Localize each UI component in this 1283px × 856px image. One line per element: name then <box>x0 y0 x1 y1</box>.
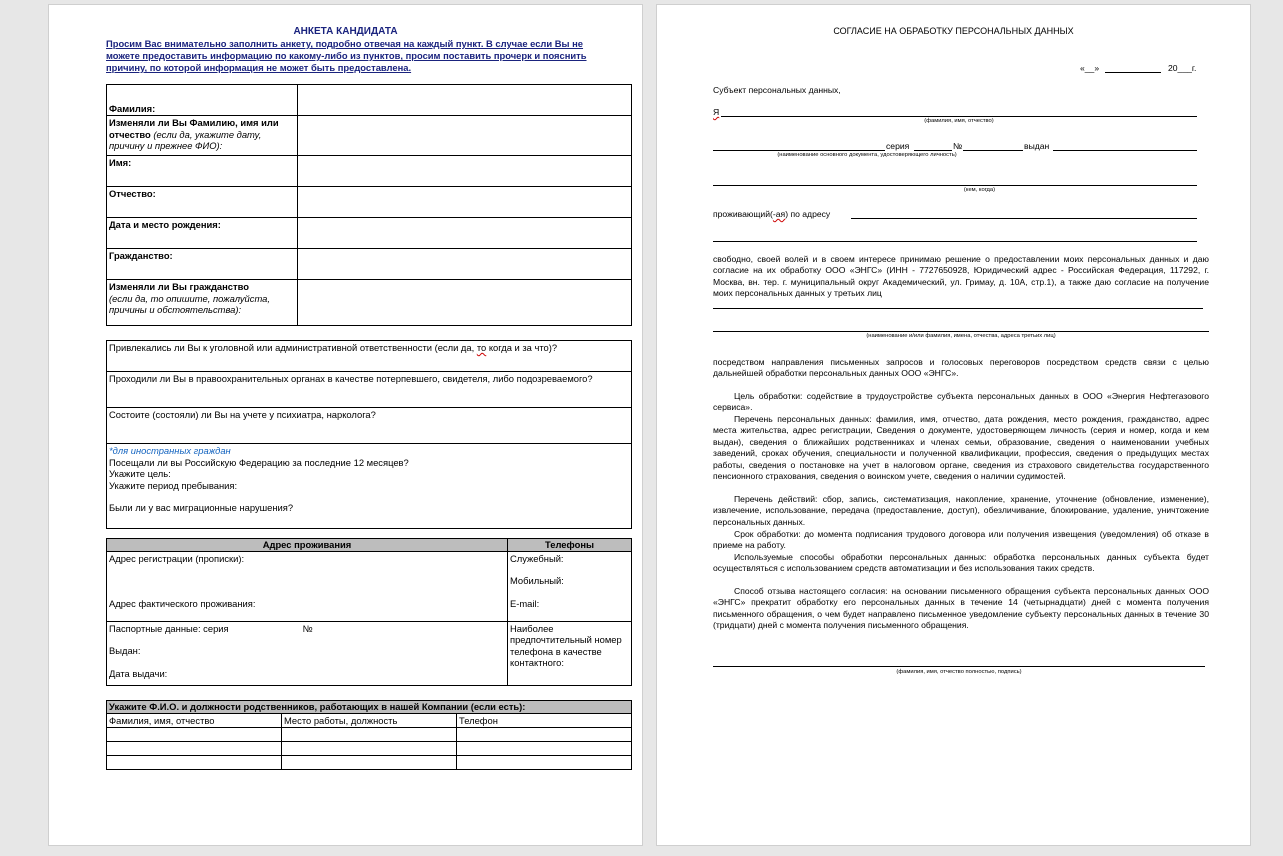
methods-paragraph: Используемые способы обработки персональных данных: обработка персональных данных субъекта будет осуществляться с использованием средств автоматизации и без использования таких средств. <box>713 552 1209 574</box>
name-change-field[interactable] <box>298 116 632 156</box>
purpose-paragraph: Цель обработки: содействие в трудоустройстве субъекта персональных данных в ООО «Энергия Нефтегазового сервиса». <box>713 391 1209 413</box>
series-line[interactable] <box>914 150 952 151</box>
issue-date-label: Дата выдачи: <box>109 667 168 679</box>
work-phone-label: Служебный: <box>510 552 564 564</box>
relatives-table <box>106 700 632 770</box>
actions-paragraph: Перечень действий: сбор, запись, систематизация, накопление, хранение, уточнение (обновление, изменение), извлечение, использование, передача (предоставление, доступ), обезличивание, блокирование, удаление, уничтожение персональных данных. <box>713 494 1209 527</box>
surname-label: Фамилия: <box>107 85 298 116</box>
number-line[interactable] <box>963 150 1023 151</box>
foreign-period-question: Укажите период пребывания: <box>109 479 238 491</box>
document-line[interactable] <box>713 150 885 151</box>
psychiatrist-question[interactable]: Состоите (состояли) ли Вы на учете у психиатра, нарколога? <box>107 408 632 444</box>
citizenship-label: Гражданство: <box>107 249 298 280</box>
citizenship-change-field[interactable] <box>298 280 632 326</box>
relatives-col-phone: Телефон <box>457 713 632 728</box>
address-line-2[interactable] <box>713 241 1197 242</box>
foreign-citizens-block[interactable] <box>107 444 632 529</box>
background-questions-table <box>106 340 632 529</box>
surname-field[interactable] <box>298 85 632 116</box>
signature-caption: (фамилия, имя, отчество полностью, подпись) <box>896 669 1022 675</box>
third-parties-caption: (наименование и/или фамилия, имена, отчества, адреса третьих лиц) <box>866 333 1056 339</box>
document-caption: (наименование основного документа, удостоверяющего личность) <box>777 152 957 158</box>
issued-label: выдан <box>1024 141 1050 151</box>
residing-label: проживающий(-ая) по адресу <box>713 209 831 219</box>
questionnaire-page <box>49 5 642 845</box>
foreign-purpose-question: Укажите цель: <box>109 468 171 479</box>
issued-line[interactable] <box>1053 150 1197 151</box>
birth-field[interactable] <box>298 218 632 249</box>
questionnaire-title: АНКЕТА КАНДИДАТА <box>293 26 398 37</box>
relatives-row <box>107 756 632 770</box>
fio-line[interactable] <box>721 116 1197 117</box>
subject-label: Субъект персональных данных, <box>713 85 841 95</box>
fio-caption: (фамилия, имя, отчество) <box>924 118 994 124</box>
birth-label: Дата и место рождения: <box>107 218 298 249</box>
third-parties-line-1[interactable] <box>713 308 1203 309</box>
actual-address-label: Адрес фактического проживания: <box>109 598 256 609</box>
law-enforcement-question[interactable]: Проходили ли Вы в правоохранительных органах в качестве потерпевшего, свидетеля, либо подозреваемого? <box>107 372 632 408</box>
when-caption: (кем, когда) <box>963 187 996 193</box>
relatives-col-workplace: Место работы, должность <box>282 713 457 728</box>
patronymic-label: Отчество: <box>107 187 298 218</box>
consent-page <box>657 5 1250 845</box>
series-label: серия <box>886 141 910 151</box>
consent-paragraph-1: свободно, своей волей и в своем интересе принимаю решение о предоставлении моих персональных данных и даю согласие на их обработку ООО «ЭНГС» (ИНН - 7727650928, Юридический адрес - Российская Федерация, 117292, г. Москва, вн. тер. г. муниципальный округ Академический, ул. Гримау, д. 10А, стр.1), а также даю согласие на получение моих персональных данных у третьих лиц <box>713 254 1209 299</box>
relatives-row <box>107 742 632 756</box>
citizenship-change-label: Изменяли ли Вы гражданство (если да, то опишите, пожалуйста, причины и обстоятельства): <box>107 280 298 326</box>
personal-info-table <box>106 84 632 326</box>
citizenship-field[interactable] <box>298 249 632 280</box>
passport-number-label: № <box>302 622 313 634</box>
date-month-line[interactable] <box>1105 72 1161 73</box>
criminal-question[interactable]: Привлекались ли Вы к уголовной или административной ответственности (если да, то когда и за что)? <box>107 341 632 372</box>
preferred-phone-label[interactable]: Наиболее предпочтительный номер телефона в качестве контактного: <box>508 621 632 685</box>
passport-series-label: Паспортные данные: серия <box>109 622 229 634</box>
phones-cell[interactable] <box>508 551 632 621</box>
consent-paragraph-2: посредством направления письменных запросов и голосовых переговоров посредством средств связи с целью дальнейшей обработки персональных данных ООО «ЭНГС». <box>713 357 1209 379</box>
signature-line[interactable] <box>713 666 1205 667</box>
patronymic-field[interactable] <box>298 187 632 218</box>
date-day: «__» <box>1080 63 1100 73</box>
name-change-label: Изменяли ли Вы Фамилию, имя или отчество (если да, укажите дату, причину и прежнее ФИО): <box>107 116 298 156</box>
issued-when-line[interactable] <box>713 185 1197 186</box>
third-parties-line-2[interactable] <box>713 331 1209 332</box>
email-label: E-mail: <box>510 597 540 609</box>
term-paragraph: Срок обработки: до момента подписания трудового договора или получения извещения (уведомления) об отказе в приеме на работу. <box>713 529 1209 551</box>
mobile-phone-label: Мобильный: <box>510 575 564 586</box>
passport-cell[interactable] <box>107 621 508 685</box>
migration-violations-question: Были ли у вас миграционные нарушения? <box>109 502 294 513</box>
relatives-col-name: Фамилия, имя, отчество <box>107 713 282 728</box>
address-cell[interactable] <box>107 551 508 621</box>
address-phones-table <box>106 538 632 686</box>
date-year: 20___г. <box>1168 63 1197 73</box>
issued-by-label: Выдан: <box>109 645 141 656</box>
data-list-paragraph: Перечень персональных данных: фамилия, имя, отчество, дата рождения, место рождения, гражданство, адрес места жительства, адрес регистрации, Сведения о документе, удостоверяющем личность (серия и номер, когда и кем выдан), сведения о ближайших родственниках и членах семьи, образование, сведения о наименовании учебных заведений, сроках обучения, специальности и полученной квалификации, профессия, сведения о предыдущих местах работы, сведения о постановке на учет в налоговом органе, сведения из страхового свидетельства государственного пенсионного страхования, сведения о воинском учете, сведения о наличии судимостей. <box>713 414 1209 482</box>
foreign-citizens-header: *для иностранных граждан <box>109 445 231 456</box>
relatives-header: Укажите Ф.И.О. и должности родственников, работающих в нашей Компании (если есть): <box>107 701 632 714</box>
questionnaire-intro: Просим Вас внимательно заполнить анкету, подробно отвечая на каждый пункт. В случае если Вы не можете предоставить информацию по какому-либо из пунктов, просим поставить прочерк и пояснить причину, по которой информация не может быть предоставлена. <box>106 38 587 73</box>
address-line-1[interactable] <box>851 218 1197 219</box>
foreign-visit-question: Посещали ли вы Российскую Федерацию за последние 12 месяцев? <box>109 456 409 468</box>
registration-address-label: Адрес регистрации (прописки): <box>109 552 245 564</box>
ya-label: Я <box>713 107 720 117</box>
first-name-field[interactable] <box>298 156 632 187</box>
consent-title: СОГЛАСИЕ НА ОБРАБОТКУ ПЕРСОНАЛЬНЫХ ДАННЫХ <box>833 26 1074 36</box>
relatives-row <box>107 728 632 742</box>
first-name-label: Имя: <box>107 156 298 187</box>
revoke-paragraph: Способ отзыва настоящего согласия: на основании письменного обращения субъекта персональных данных ООО «ЭНГС» прекратит обработку его персональных данных в течение 14 (четырнадцати) дней с момента получения письменного обращения, о чем будет направлено письменное уведомление субъекту персональных данных в течение 30 (тридцати) дней с момента получения письменного обращения. <box>713 586 1209 631</box>
number-label: № <box>953 141 963 151</box>
phones-header: Телефоны <box>508 539 632 552</box>
address-header: Адрес проживания <box>107 539 508 552</box>
